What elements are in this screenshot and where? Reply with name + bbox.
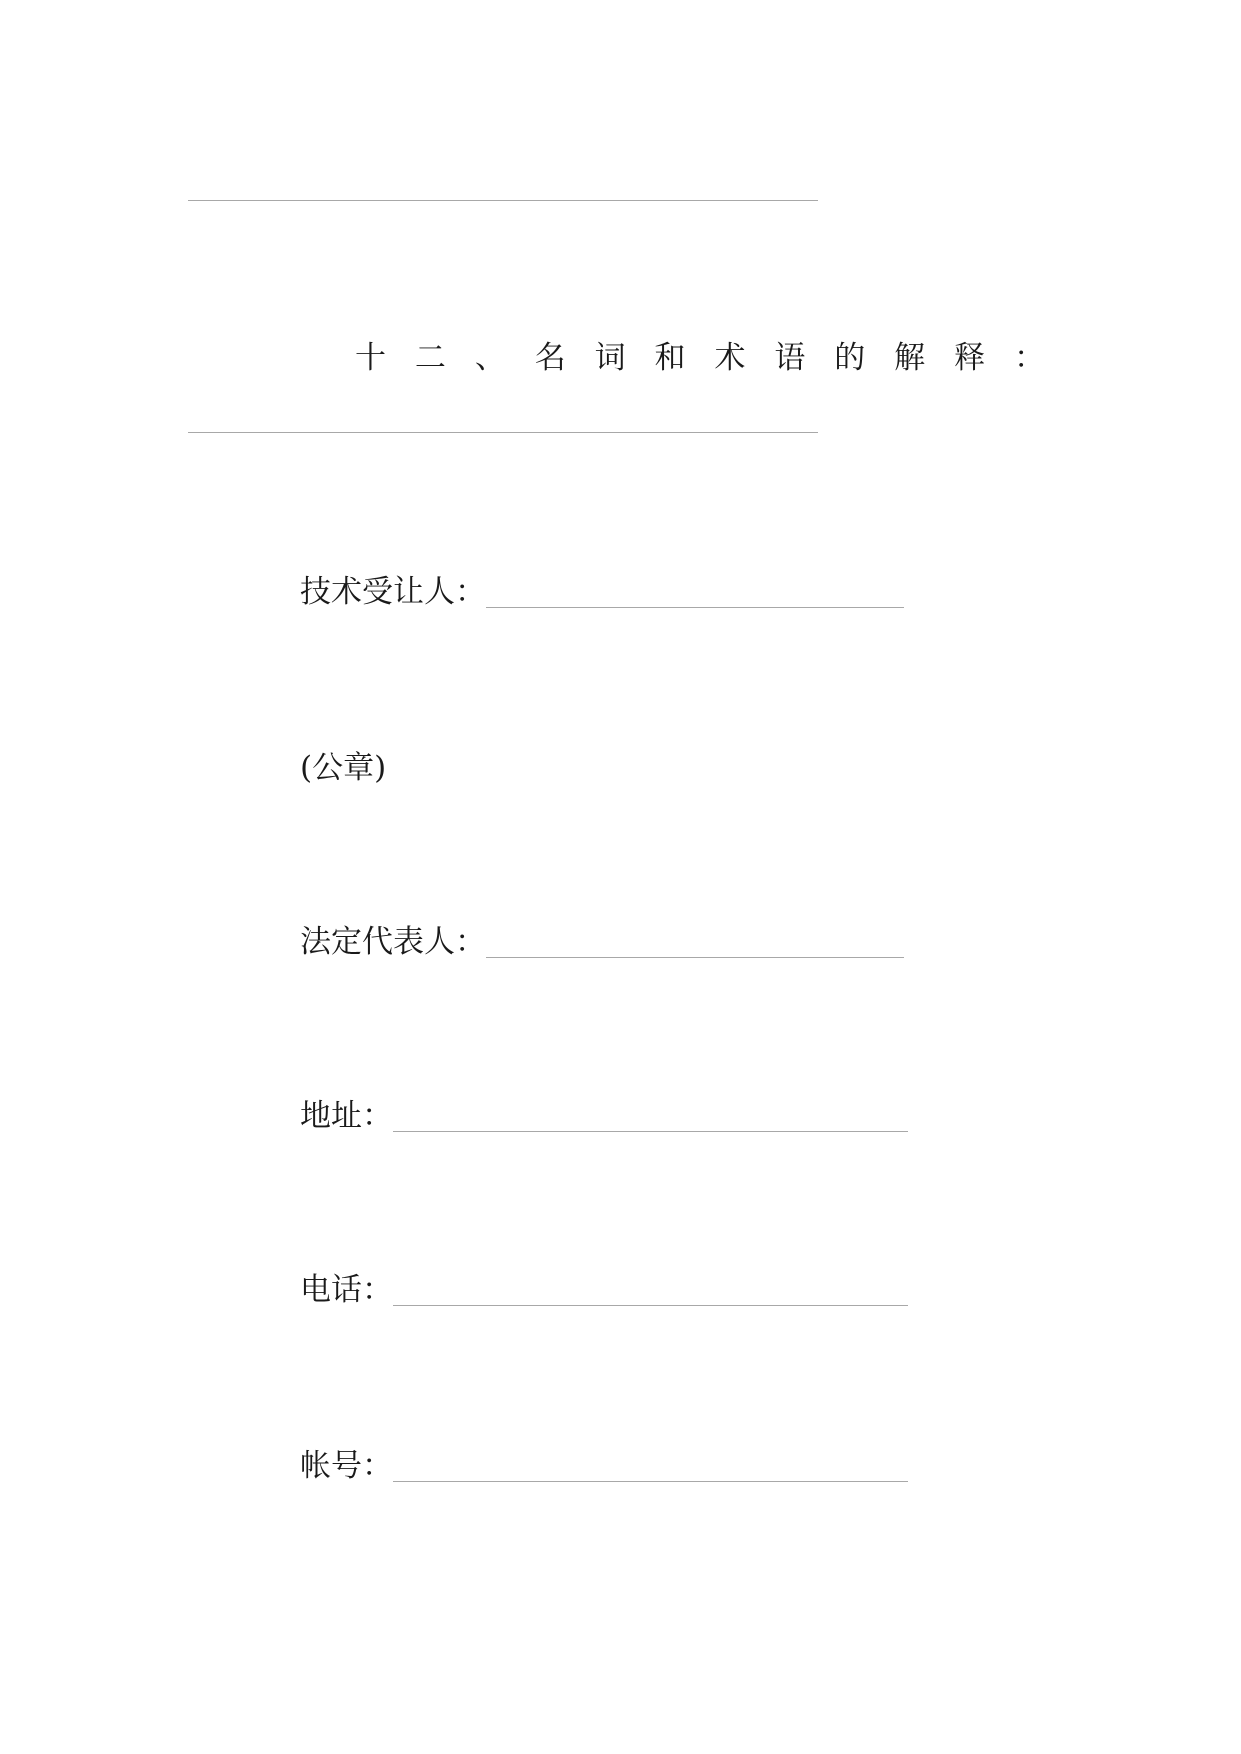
account-field [300, 1446, 908, 1486]
address-label: 地址： [300, 1098, 393, 1134]
heading-char: 语 [774, 340, 806, 376]
phone-field [300, 1270, 908, 1310]
heading-char: 二 [414, 340, 446, 376]
section-heading-terms [355, 338, 1045, 378]
legal-rep-blank [486, 957, 904, 958]
heading-char: 和 [654, 340, 686, 376]
phone-blank [393, 1305, 908, 1306]
heading-char: 词 [594, 340, 626, 376]
transferee-field [300, 572, 904, 612]
phone-label: 电话： [300, 1272, 393, 1308]
address-field [300, 1096, 908, 1136]
heading-char: ： [1013, 340, 1045, 376]
heading-char: 释 [954, 340, 986, 376]
account-label: 帐号： [300, 1448, 393, 1484]
heading-char: 的 [834, 340, 866, 376]
address-blank [393, 1131, 908, 1132]
heading-char: 十 [355, 340, 386, 376]
heading-char: 、 [474, 340, 506, 376]
legal-rep-field [300, 922, 904, 962]
legal-rep-label: 法定代表人： [300, 924, 486, 960]
transferee-blank [486, 607, 904, 608]
heading-char: 解 [894, 340, 926, 376]
blank-line-top [188, 200, 818, 201]
transferee-label: 技术受让人： [300, 574, 486, 610]
seal-label: (公章) [300, 750, 387, 786]
heading-char: 名 [534, 340, 566, 376]
heading-char: 术 [714, 340, 746, 376]
account-blank [393, 1481, 908, 1482]
blank-line-terms [188, 432, 818, 433]
